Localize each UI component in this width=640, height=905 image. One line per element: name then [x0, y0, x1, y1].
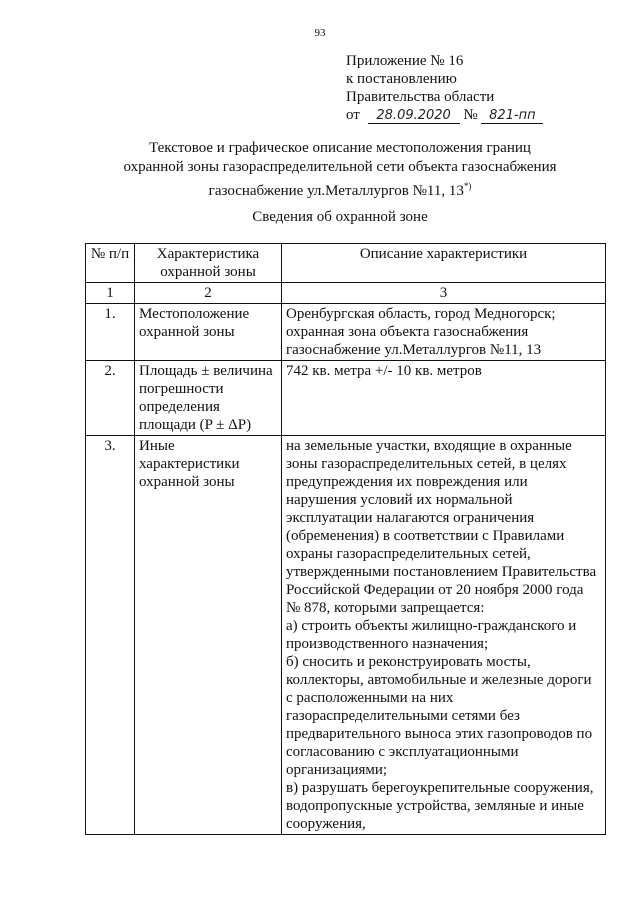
- appendix-date-line: [346, 106, 543, 124]
- appendix-block: [346, 52, 543, 124]
- index-cell-1: 1: [86, 283, 135, 304]
- title-line-3: [60, 177, 620, 201]
- row-num: 1.: [86, 304, 135, 361]
- title-line-3-text: газоснабжение ул.Металлургов №11, 13: [208, 183, 464, 199]
- restriction-item-b: б) сносить и реконструировать мосты, коллекторы, автомобильные и железные дороги с расположенными на них газораспределительными сетями без предварительного выноса этих газопроводов по согласованию с эксплуатационными организациями;: [286, 654, 593, 778]
- number-sign: №: [463, 107, 478, 123]
- title-line-2: охранной зоны газораспределительной сети объекта газоснабжения: [123, 159, 557, 175]
- restriction-item-c: в) разрушать берегоукрепительные сооружения, водопропускные устройства, земляные и иные сооружения,: [286, 780, 594, 832]
- restriction-item-a: а) строить объекты жилищно-гражданского и производственного назначения;: [286, 618, 577, 652]
- row-characteristic: Местоположение охранной зоны: [135, 304, 282, 361]
- appendix-line-2: к постановлению: [346, 71, 457, 87]
- handwritten-date: 28.09.2020: [368, 109, 460, 124]
- table-row: [86, 436, 606, 835]
- table-row: [86, 361, 606, 436]
- zone-info-table: [85, 243, 606, 835]
- header-description: Описание характеристики: [282, 244, 606, 283]
- page-number: 93: [314, 27, 326, 39]
- row-num: 3.: [86, 436, 135, 835]
- row-characteristic: Площадь ± величина погрешности определения площади (P ± ΔP): [135, 361, 282, 436]
- table-header-row: [86, 244, 606, 283]
- appendix-line-1: Приложение № 16: [346, 53, 464, 69]
- restriction-intro: на земельные участки, входящие в охранные зоны газораспределительных сетей, в целях предупреждения их повреждения или нарушения условий их нормальной эксплуатации налагаются ограничения (обременения) в соответствии с Правилами охраны газораспределительных сетей, утвержденными постановлением Правительства Российской Федерации от 20 ноября 2000 года № 878, которыми запрещается:: [286, 438, 597, 616]
- header-characteristic: Характеристика охранной зоны: [135, 244, 282, 283]
- table-index-row: [86, 283, 606, 304]
- date-prefix: от: [346, 107, 360, 123]
- row-num: 2.: [86, 361, 135, 436]
- row-description: Оренбургская область, город Медногорск; охранная зона объекта газоснабжения газоснабжение ул.Металлургов №11, 13: [282, 304, 606, 361]
- handwritten-number: 821-пп: [481, 109, 543, 124]
- document-title: [60, 139, 620, 201]
- section-subtitle: Сведения об охранной зоне: [252, 209, 428, 225]
- table-row: [86, 304, 606, 361]
- footnote-mark: *): [463, 181, 472, 191]
- row-description: [282, 436, 606, 835]
- row-description: 742 кв. метра +/- 10 кв. метров: [282, 361, 606, 436]
- index-cell-2: 2: [135, 283, 282, 304]
- appendix-line-3: Правительства области: [346, 89, 495, 105]
- index-cell-3: 3: [282, 283, 606, 304]
- row-characteristic: Иные характеристики охранной зоны: [135, 436, 282, 835]
- header-num: № п/п: [86, 244, 135, 283]
- title-line-1: Текстовое и графическое описание местоположения границ: [149, 140, 531, 156]
